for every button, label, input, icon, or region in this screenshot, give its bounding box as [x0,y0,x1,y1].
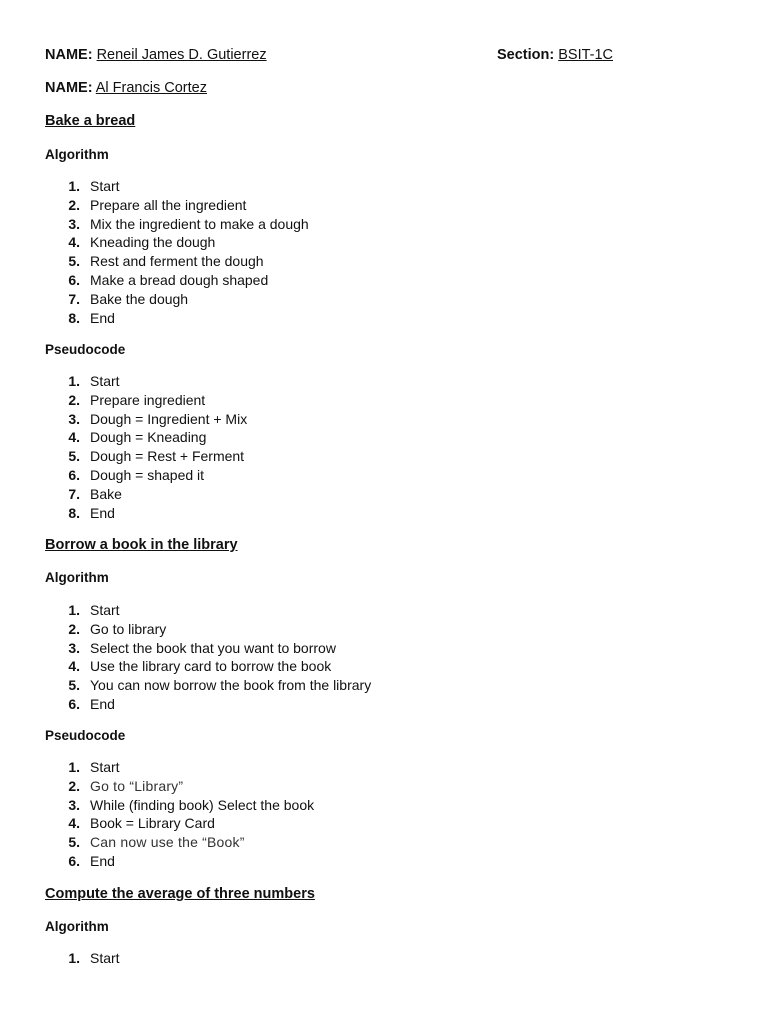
list-item: 7. Bake the dough [68,290,189,307]
name-label: NAME: [45,47,93,63]
list-item: 7. Bake [68,485,122,502]
list-item: 6. End [68,695,115,712]
section-title-bake-bread: Bake a bread [45,113,136,129]
list-item: 1. Start [68,602,120,618]
section-title-compute-average: Compute the average of three numbers [45,886,315,902]
list-item: 3. While (finding book) Select the book [68,796,315,813]
list-item: 2. Go to “Library” [68,777,184,794]
bread-algorithm-list [0,177,309,327]
list-item: 5. You can now borrow the book from the library [68,677,372,694]
list-item: 4. Kneading the dough [68,234,216,251]
section-value: BSIT-1C [558,47,614,63]
pseudocode-label: Pseudocode [45,728,126,743]
list-item: 6. Make a bread dough shaped [68,271,269,288]
list-item: 1. Start [68,178,120,194]
list-item: 1. Start [68,950,120,966]
student-name-1: Reneil James D. Gutierrez [96,47,267,63]
name-row-1 [45,47,267,63]
list-item: 8. End [68,309,115,326]
list-item: 3. Select the book that you want to borrow [68,639,336,656]
list-item: 4. Dough = Kneading [68,429,207,446]
list-item: 4. Book = Library Card [68,815,215,832]
algorithm-label: Algorithm [45,919,109,934]
average-algorithm-list [0,949,120,968]
list-item: 4. Use the library card to borrow the book [68,658,332,675]
list-item: 2. Go to library [68,620,167,637]
library-algorithm-list [0,601,371,714]
section-title-borrow-book: Borrow a book in the library [45,537,238,553]
list-item: 3. Mix the ingredient to make a dough [68,215,309,232]
list-item: 5. Can now use the “Book” [68,834,245,851]
section-label: Section: [497,47,555,63]
list-item: 5. Rest and ferment the dough [68,253,264,270]
list-item: 6. Dough = shaped it [68,466,205,483]
list-item: 8. End [68,504,115,521]
list-item: 2. Prepare all the ingredient [68,196,247,213]
algorithm-label: Algorithm [45,147,109,162]
list-item: 1. Start [68,373,120,389]
list-item: 3. Dough = Ingredient + Mix [68,410,248,427]
section-row [497,47,613,63]
list-item: 2. Prepare ingredient [68,391,206,408]
bread-pseudocode-list [0,372,247,522]
name-label: NAME: [45,80,93,96]
list-item: 1. Start [68,759,120,775]
library-pseudocode-list [0,758,314,871]
list-item: 6. End [68,852,115,869]
name-row-2 [45,80,207,96]
pseudocode-label: Pseudocode [45,342,126,357]
list-item: 5. Dough = Rest + Ferment [68,448,245,465]
algorithm-label: Algorithm [45,570,109,585]
student-name-2: Al Francis Cortez [95,80,207,96]
